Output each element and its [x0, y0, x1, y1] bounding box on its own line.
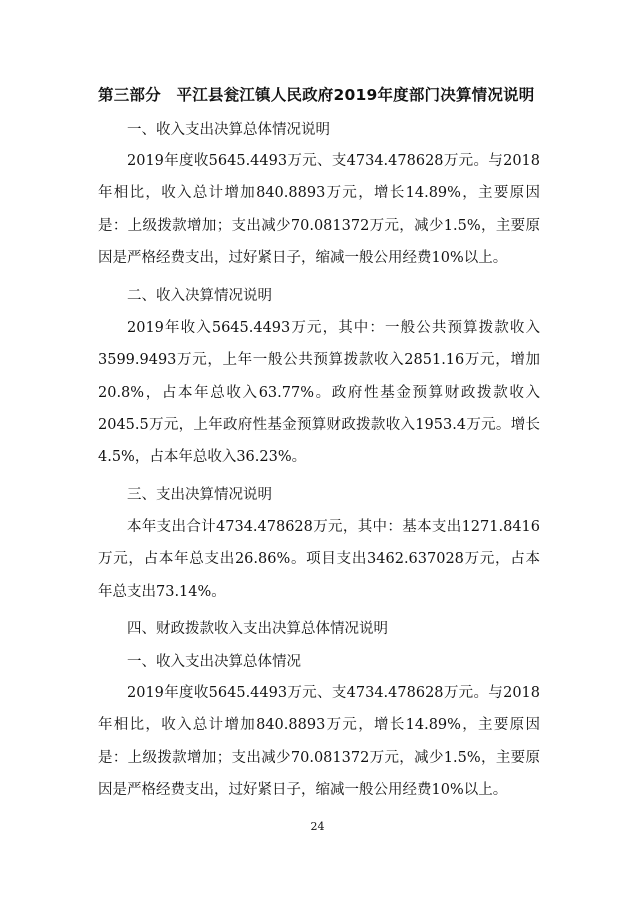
page-number: 24 [310, 820, 325, 833]
section-heading-income-expense: 一、收入支出决算总体情况说明 [127, 122, 330, 138]
section-heading-expense: 三、支出决算情况说明 [127, 487, 272, 503]
section-heading-fiscal-appropriation: 四、财政拨款收入支出决算总体情况说明 [127, 621, 388, 637]
subsection-heading-income-expense: 一、收入支出决算总体情况 [127, 654, 301, 670]
paragraph-fiscal-income-expense: 2019年度收5645.4493万元、支4734.478628万元。与2018年相比，收入总计增加840.8893万元，增长14.89%，主要原因是：上级拨款增加；支出减少70.081372万元，减少1.5%，主要原因是严格经费支出，过好紧日子，缩减一般公用经费10%以上。 [98, 685, 540, 798]
section-heading-income: 二、收入决算情况说明 [127, 288, 272, 304]
paragraph-income-details: 2019年收入5645.4493万元，其中：一般公共预算拨款收入3599.9493万元，上年一般公共预算拨款收入2851.16万元，增加20.8%，占本年总收入63.77%。政府性基金预算财政拨款收入2045.5万元，上年政府性基金预算财政拨款收入1953.4万元。增长4.5%，占本年总收入36.23%。 [98, 320, 540, 466]
page-title: 第三部分 平江县瓮江镇人民政府2019年度部门决算情况说明 [98, 86, 535, 104]
paragraph-income-expense-overview: 2019年度收5645.4493万元、支4734.478628万元。与2018年相比，收入总计增加840.8893万元，增长14.89%，主要原因是：上级拨款增加；支出减少70.081372万元，减少1.5%，主要原因是严格经费支出，过好紧日子，缩减一般公用经费10%以上。 [98, 153, 540, 266]
paragraph-expense-details: 本年支出合计4734.478628万元，其中：基本支出1271.8416万元，占本年总支出26.86%。项目支出3462.637028万元，占本年总支出73.14%。 [98, 519, 540, 600]
